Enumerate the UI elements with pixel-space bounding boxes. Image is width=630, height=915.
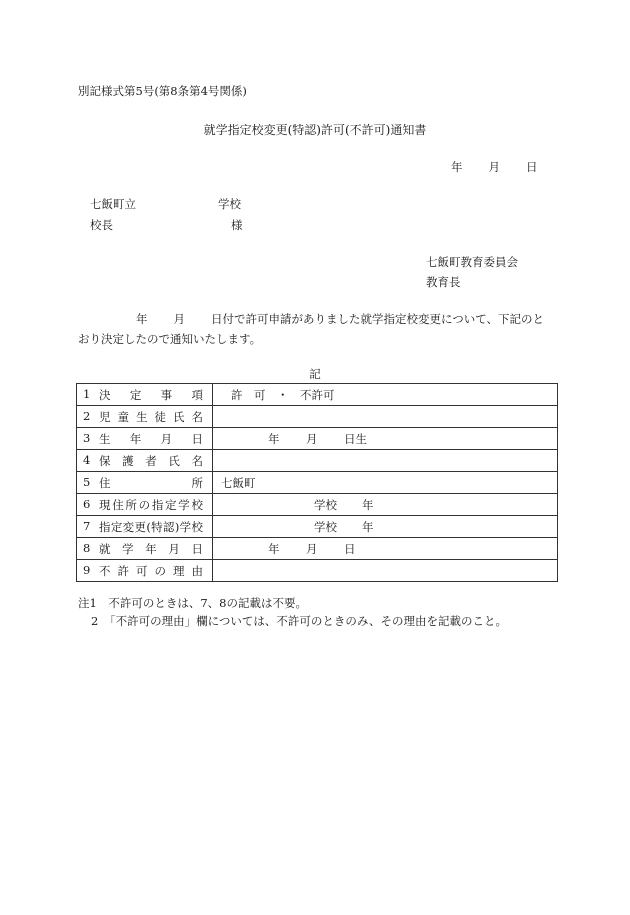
table-row bbox=[77, 428, 558, 450]
changed-school-grade: 年 bbox=[362, 519, 374, 534]
row-number: 3 bbox=[83, 430, 91, 445]
row-label bbox=[77, 516, 213, 538]
table-row bbox=[77, 516, 558, 538]
recipient-honorific: 様 bbox=[231, 218, 243, 232]
rejection-reason-value bbox=[213, 560, 558, 582]
info-table bbox=[76, 383, 558, 582]
enrollment-date-value bbox=[213, 538, 558, 560]
row-label-text: 児童生徒氏名 bbox=[99, 409, 203, 424]
note-2: 2 「不許可の理由」欄については、不許可のときのみ、その理由を記載のこと。 bbox=[91, 614, 508, 628]
decision-options: 許 可 ・ 不許可 bbox=[231, 387, 335, 402]
row-label-text: 指定変更(特認)学校 bbox=[99, 519, 203, 534]
row-label-text: 現住所の指定学校 bbox=[99, 497, 203, 512]
decision-value bbox=[213, 384, 558, 406]
table-row bbox=[77, 472, 558, 494]
issue-date-day: 日 bbox=[526, 160, 538, 174]
row-label bbox=[77, 560, 213, 582]
sender-organization: 七飯町教育委員会 bbox=[426, 255, 518, 269]
table-row bbox=[77, 384, 558, 406]
issue-date bbox=[451, 162, 538, 174]
changed-school-value bbox=[213, 516, 558, 538]
body-text-line-1 bbox=[78, 314, 544, 326]
birth-month: 月 bbox=[306, 431, 318, 446]
recipient-principal: 校長 bbox=[90, 218, 113, 232]
birthdate-value bbox=[213, 428, 558, 450]
recipient-school-suffix: 学校 bbox=[218, 197, 241, 211]
student-name-value bbox=[213, 406, 558, 428]
row-label-text: 不許可の理由 bbox=[99, 563, 203, 578]
row-label bbox=[77, 384, 213, 406]
row-number: 5 bbox=[83, 474, 91, 489]
address-value bbox=[213, 472, 558, 494]
table-row bbox=[77, 560, 558, 582]
row-label bbox=[77, 494, 213, 516]
enroll-day: 日 bbox=[344, 541, 356, 556]
table-row bbox=[77, 538, 558, 560]
issue-date-month: 月 bbox=[488, 160, 500, 174]
table-row bbox=[77, 450, 558, 472]
recipient-school-prefix: 七飯町立 bbox=[90, 197, 136, 211]
birth-year: 年 bbox=[268, 431, 280, 446]
row-label bbox=[77, 428, 213, 450]
form-code: 別記様式第5号(第8条第4号関係) bbox=[78, 84, 247, 98]
table-row bbox=[77, 406, 558, 428]
row-number: 9 bbox=[83, 562, 91, 577]
enroll-year: 年 bbox=[268, 541, 280, 556]
row-label-text: 生年月日 bbox=[99, 431, 203, 446]
row-label bbox=[77, 538, 213, 560]
document-title: 就学指定校変更(特認)許可(不許可)通知書 bbox=[203, 123, 427, 137]
changed-school-suffix: 学校 bbox=[314, 519, 337, 534]
table-row bbox=[77, 494, 558, 516]
note-1: 注1 不許可のときは、7、8の記載は不要。 bbox=[78, 596, 307, 610]
body-text-rest: 日付で許可申請がありました就学指定校変更について、下記のと bbox=[211, 312, 545, 326]
row-label bbox=[77, 406, 213, 428]
issue-date-year: 年 bbox=[451, 160, 463, 174]
row-number: 7 bbox=[83, 518, 91, 533]
ki-label: 記 bbox=[309, 367, 321, 381]
guardian-name-value bbox=[213, 450, 558, 472]
row-label-text: 就学年月日 bbox=[99, 541, 203, 556]
row-label bbox=[77, 472, 213, 494]
current-school-suffix: 学校 bbox=[314, 497, 337, 512]
row-number: 2 bbox=[83, 408, 91, 423]
row-number: 1 bbox=[83, 386, 91, 401]
current-school-value bbox=[213, 494, 558, 516]
row-number: 8 bbox=[83, 540, 91, 555]
body-month: 月 bbox=[173, 312, 185, 326]
address-town: 七飯町 bbox=[221, 475, 256, 490]
body-year: 年 bbox=[136, 312, 148, 326]
current-school-grade: 年 bbox=[362, 497, 374, 512]
enroll-month: 月 bbox=[306, 541, 318, 556]
birth-day: 日生 bbox=[344, 431, 367, 446]
row-number: 6 bbox=[83, 496, 91, 511]
body-text-line-2: おり決定したので通知いたします。 bbox=[78, 332, 262, 346]
row-label-text: 決定事項 bbox=[99, 387, 203, 402]
row-label bbox=[77, 450, 213, 472]
row-label-text: 保護者氏名 bbox=[99, 453, 203, 468]
row-label-text: 住所 bbox=[99, 475, 203, 490]
sender-title: 教育長 bbox=[426, 275, 461, 289]
row-number: 4 bbox=[83, 452, 91, 467]
